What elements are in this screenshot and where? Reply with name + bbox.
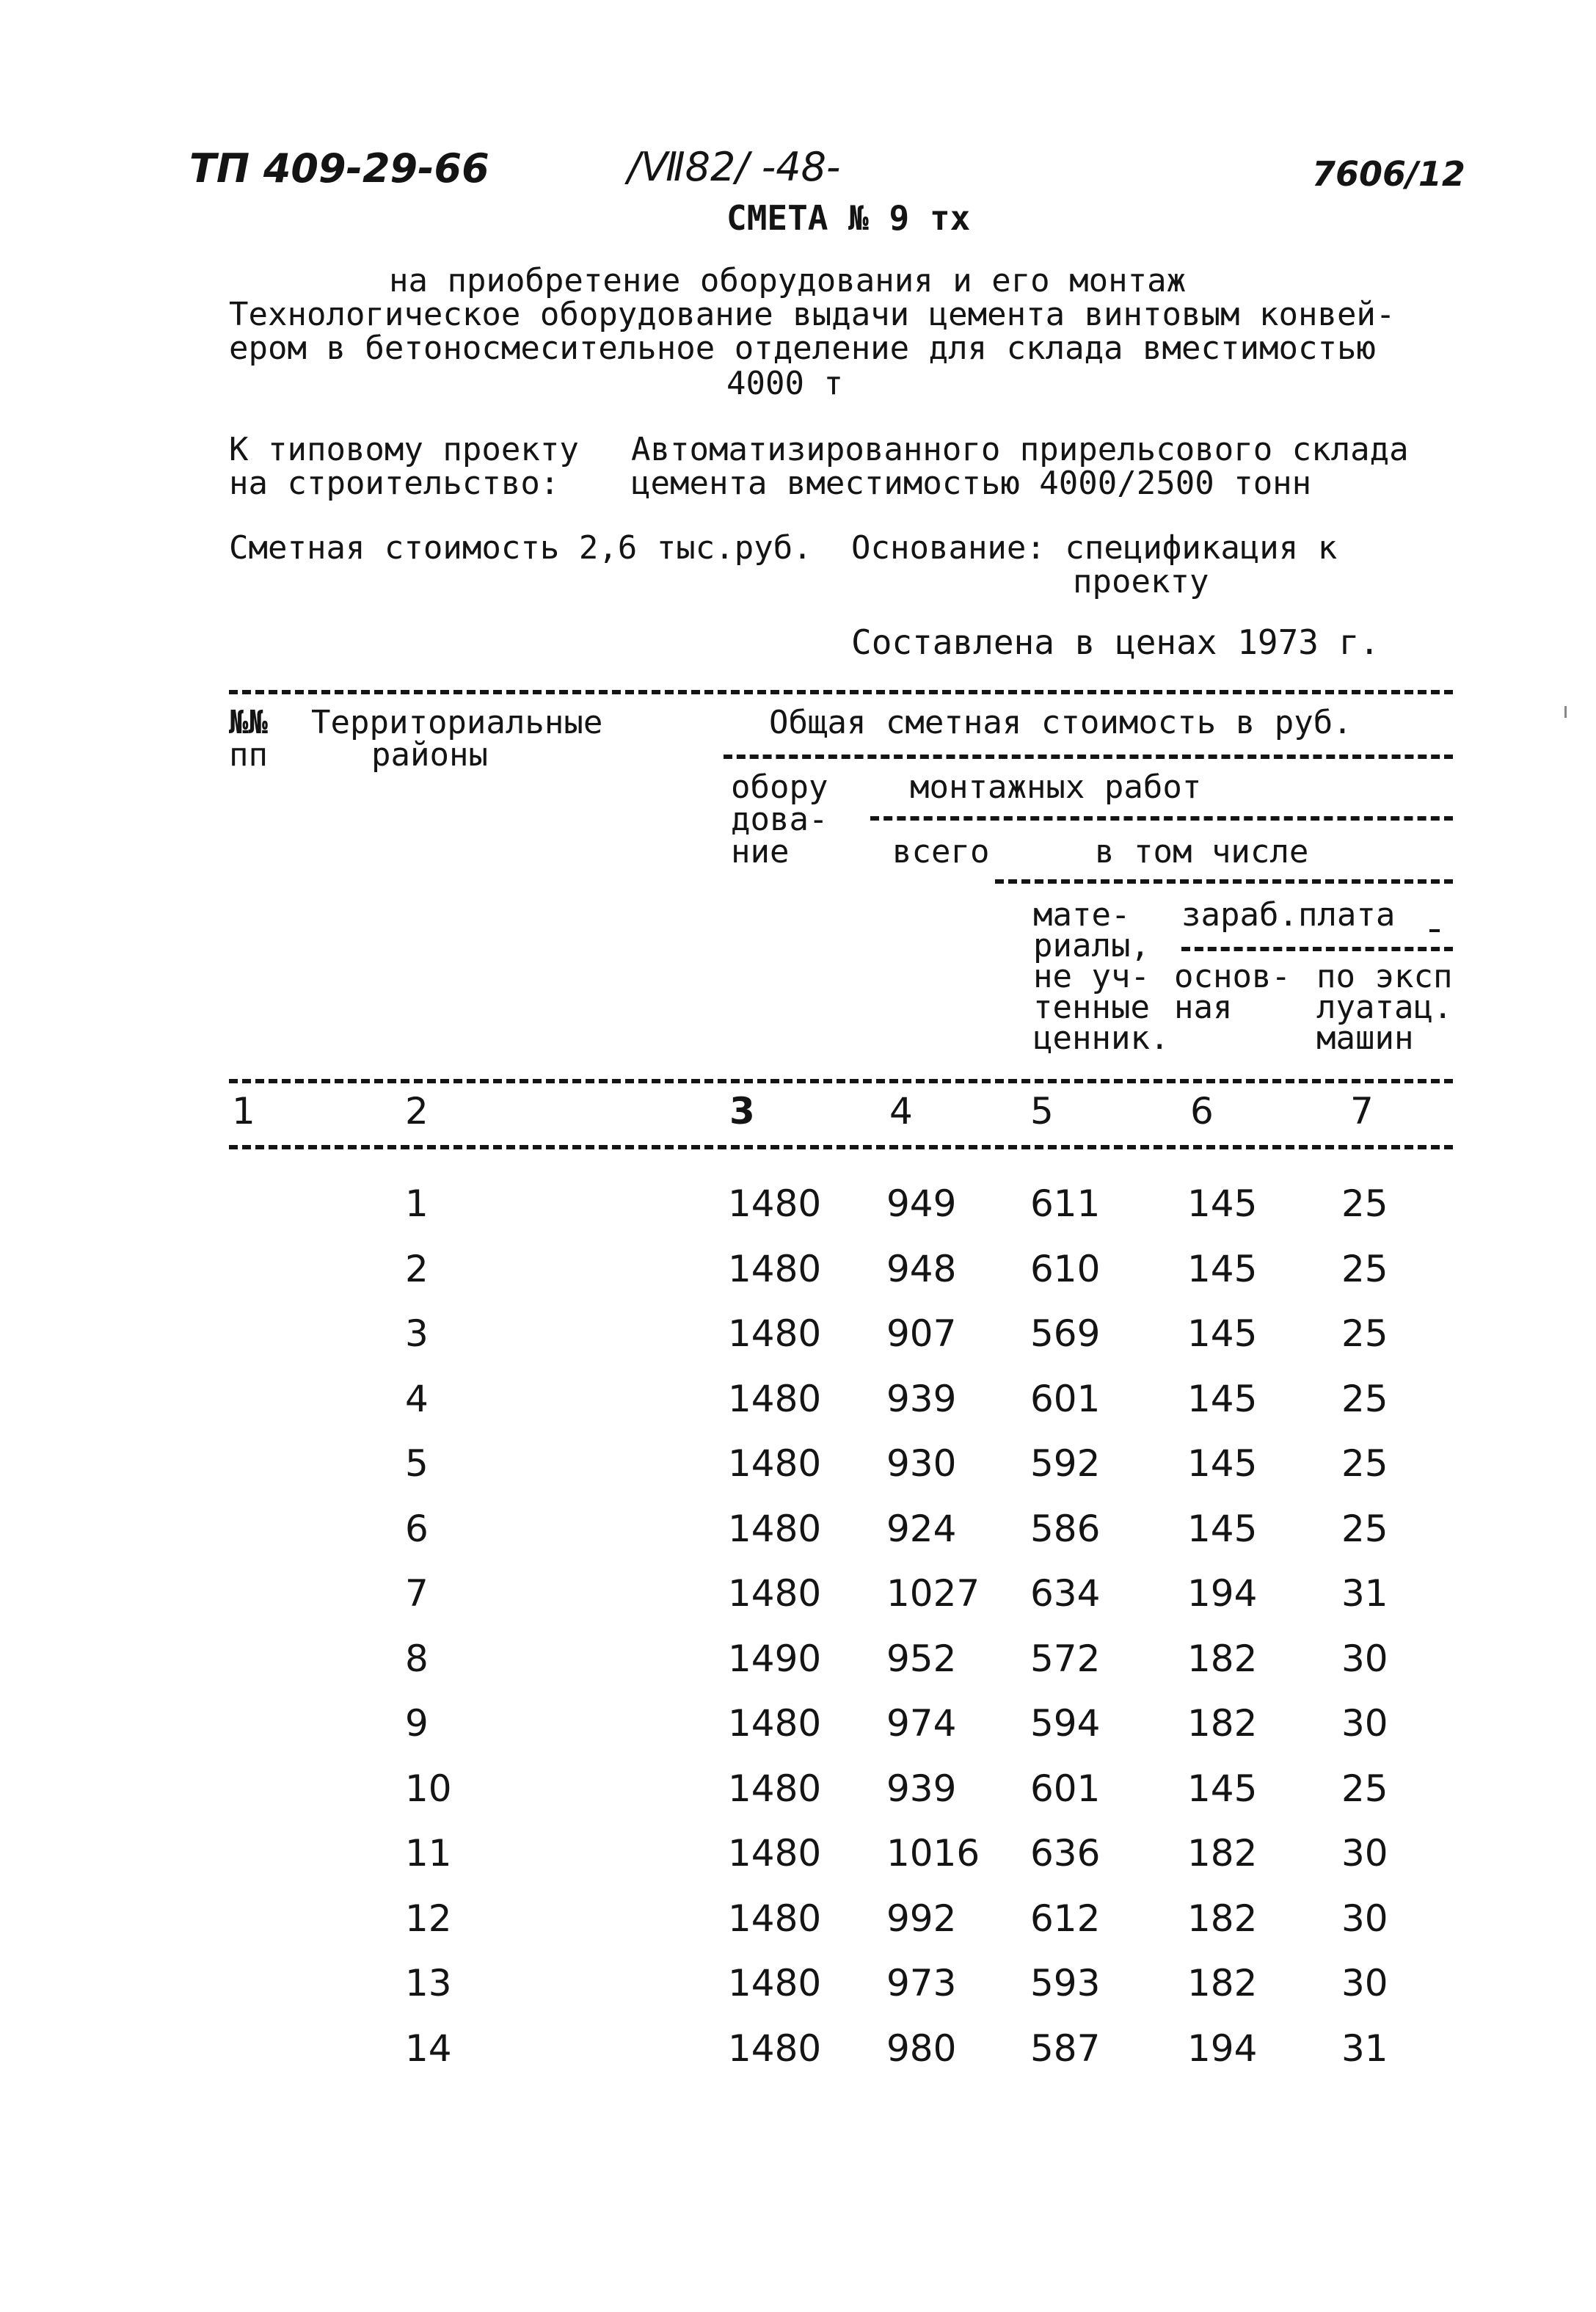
header-materials-line-4: тенные [1033, 989, 1150, 1026]
cell-basic-wages: 145 [1187, 1312, 1258, 1355]
table-top-rule [229, 690, 1453, 694]
cell-basic-wages: 194 [1187, 2027, 1258, 2070]
column-number-7: 7 [1350, 1090, 1374, 1133]
column-number-1: 1 [232, 1090, 255, 1133]
cell-equipment: 1480 [728, 1702, 822, 1745]
cell-equipment: 1480 [728, 2027, 822, 2070]
cell-machine-wages: 25 [1341, 1378, 1388, 1420]
rule-under-total [724, 755, 1453, 759]
cell-equipment: 1490 [728, 1637, 822, 1680]
header-basic-line-1: основ- [1174, 958, 1291, 995]
cell-region: 12 [405, 1897, 452, 1940]
cell-machine-wages: 25 [1341, 1767, 1388, 1810]
header-equipment-line-2: дова- [731, 801, 828, 838]
header-installation: монтажных работ [910, 768, 1202, 806]
header-all: всего [892, 833, 990, 870]
cell-region: 14 [405, 2027, 452, 2070]
cell-machine-wages: 30 [1341, 1637, 1388, 1680]
cell-materials: 610 [1030, 1248, 1101, 1290]
cell-installation-total: 980 [886, 2027, 957, 2070]
basis-line-2: проекту [1073, 563, 1209, 600]
cell-equipment: 1480 [728, 1832, 822, 1875]
cell-installation-total: 974 [886, 1702, 957, 1745]
cell-materials: 586 [1030, 1508, 1101, 1550]
cell-machine-wages: 30 [1341, 1962, 1388, 2004]
cell-basic-wages: 182 [1187, 1832, 1258, 1875]
cell-equipment: 1480 [728, 1378, 822, 1420]
cell-materials: 594 [1030, 1702, 1101, 1745]
cell-region: 13 [405, 1962, 452, 2004]
cell-materials: 601 [1030, 1767, 1101, 1810]
header-materials-line-1: мате- [1033, 896, 1131, 934]
header-machines-line-3: машин [1316, 1019, 1414, 1057]
cell-machine-wages: 31 [1341, 1572, 1388, 1615]
project-label-line-1: К типовому проекту [229, 431, 579, 468]
cell-machine-wages: 30 [1341, 1702, 1388, 1745]
cell-region: 8 [405, 1637, 429, 1680]
cell-region: 7 [405, 1572, 429, 1615]
subject-line-4: 4000 т [726, 365, 843, 402]
cell-machine-wages: 25 [1341, 1508, 1388, 1550]
header-num-line-1: №№ [229, 704, 268, 741]
project-label-line-2: на строительство: [229, 465, 560, 502]
cell-installation-total: 992 [886, 1897, 957, 1940]
cell-installation-total: 1027 [886, 1572, 980, 1615]
estimated-cost: Сметная стоимость 2,6 тыс.руб. [229, 529, 812, 567]
cell-equipment: 1480 [728, 1442, 822, 1485]
cell-installation-total: 907 [886, 1312, 957, 1355]
cell-installation-total: 924 [886, 1508, 957, 1550]
rule-under-column-numbers [229, 1145, 1453, 1149]
cell-basic-wages: 182 [1187, 1702, 1258, 1745]
prices-note: Составлена в ценах 1973 г. [851, 622, 1380, 662]
header-wages: зараб.плата [1181, 896, 1396, 934]
cell-equipment: 1480 [728, 1508, 822, 1550]
cell-materials: 569 [1030, 1312, 1101, 1355]
header-total-cost: Общая сметная стоимость в руб. [769, 704, 1352, 741]
cell-region: 11 [405, 1832, 452, 1875]
cell-basic-wages: 145 [1187, 1378, 1258, 1420]
scan-mark [1564, 706, 1567, 718]
cell-equipment: 1480 [728, 1962, 822, 2004]
cell-basic-wages: 145 [1187, 1442, 1258, 1485]
header-region-line-1: Территориальные [311, 704, 603, 741]
header-machines-line-1: по эксп [1316, 958, 1453, 995]
column-number-3: 3 [729, 1090, 755, 1133]
cell-basic-wages: 182 [1187, 1962, 1258, 2004]
subject-line-2: Технологическое оборудование выдачи цемента винтовым конвей- [229, 296, 1396, 333]
cell-basic-wages: 145 [1187, 1767, 1258, 1810]
header-region-line-2: районы [371, 736, 488, 774]
subject-line-1: на приобретение оборудования и его монтаж [389, 262, 1187, 299]
cell-materials: 592 [1030, 1442, 1101, 1485]
cell-installation-total: 930 [886, 1442, 957, 1485]
column-number-5: 5 [1030, 1090, 1054, 1133]
cell-installation-total: 939 [886, 1378, 957, 1420]
cell-machine-wages: 25 [1341, 1442, 1388, 1485]
cell-installation-total: 952 [886, 1637, 957, 1680]
cell-materials: 572 [1030, 1637, 1101, 1680]
header-including: в том числе [1095, 833, 1309, 870]
header-materials-line-3: не уч- [1033, 958, 1150, 995]
rule-under-including [995, 879, 1453, 884]
cell-region: 3 [405, 1312, 429, 1355]
cell-materials: 611 [1030, 1182, 1101, 1225]
cell-machine-wages: 25 [1341, 1248, 1388, 1290]
scan-mark [1429, 929, 1440, 932]
cell-machine-wages: 30 [1341, 1832, 1388, 1875]
header-equipment-line-3: ние [731, 833, 790, 870]
header-num-line-2: пп [229, 736, 268, 774]
cell-machine-wages: 25 [1341, 1182, 1388, 1225]
cell-equipment: 1480 [728, 1312, 822, 1355]
cell-region: 6 [405, 1508, 429, 1550]
sheet-reference: /Ⅶ82/ -48- [627, 144, 841, 190]
rule-above-column-numbers [229, 1079, 1453, 1083]
cell-region: 1 [405, 1182, 429, 1225]
cell-materials: 634 [1030, 1572, 1101, 1615]
column-number-6: 6 [1190, 1090, 1214, 1133]
rule-under-wages [1181, 947, 1453, 951]
cell-region: 5 [405, 1442, 429, 1485]
document-title: СМЕТА № 9 тх [726, 198, 971, 238]
cell-region: 10 [405, 1767, 452, 1810]
cell-equipment: 1480 [728, 1182, 822, 1225]
cell-basic-wages: 145 [1187, 1508, 1258, 1550]
cell-equipment: 1480 [728, 1897, 822, 1940]
cell-region: 4 [405, 1378, 429, 1420]
cell-equipment: 1480 [728, 1572, 822, 1615]
cell-materials: 612 [1030, 1897, 1101, 1940]
cell-materials: 601 [1030, 1378, 1101, 1420]
cell-installation-total: 973 [886, 1962, 957, 2004]
header-materials-line-5: ценник. [1033, 1019, 1170, 1057]
cell-materials: 636 [1030, 1832, 1101, 1875]
subject-line-3: ером в бетоносмесительное отделение для склада вместимостью [229, 330, 1376, 367]
cell-materials: 593 [1030, 1962, 1101, 2004]
cell-equipment: 1480 [728, 1767, 822, 1810]
cell-materials: 587 [1030, 2027, 1101, 2070]
cell-installation-total: 1016 [886, 1832, 980, 1875]
cell-basic-wages: 145 [1187, 1182, 1258, 1225]
basis-line-1: Основание: спецификация к [851, 529, 1338, 567]
cell-installation-total: 939 [886, 1767, 957, 1810]
column-number-4: 4 [889, 1090, 913, 1133]
document-code: ТП 409-29-66 [189, 145, 489, 192]
cell-basic-wages: 145 [1187, 1248, 1258, 1290]
header-equipment-line-1: обору [731, 768, 828, 806]
header-materials-line-2: риалы, [1033, 927, 1150, 964]
cell-region: 2 [405, 1248, 429, 1290]
cell-region: 9 [405, 1702, 429, 1745]
archive-number: 7606/12 [1312, 154, 1465, 194]
cell-machine-wages: 25 [1341, 1312, 1388, 1355]
header-basic-line-2: ная [1174, 989, 1233, 1026]
cell-basic-wages: 182 [1187, 1637, 1258, 1680]
column-number-2: 2 [405, 1090, 429, 1133]
header-machines-line-2: луатац. [1316, 989, 1453, 1026]
cell-machine-wages: 31 [1341, 2027, 1388, 2070]
cell-installation-total: 948 [886, 1248, 957, 1290]
project-value-line-1: Автоматизированного прирельсового склада [631, 431, 1409, 468]
cell-installation-total: 949 [886, 1182, 957, 1225]
cell-equipment: 1480 [728, 1248, 822, 1290]
rule-under-installation [870, 816, 1453, 821]
cell-basic-wages: 194 [1187, 1572, 1258, 1615]
cell-machine-wages: 30 [1341, 1897, 1388, 1940]
project-value-line-2: цемента вместимостью 4000/2500 тонн [631, 465, 1312, 502]
cell-basic-wages: 182 [1187, 1897, 1258, 1940]
